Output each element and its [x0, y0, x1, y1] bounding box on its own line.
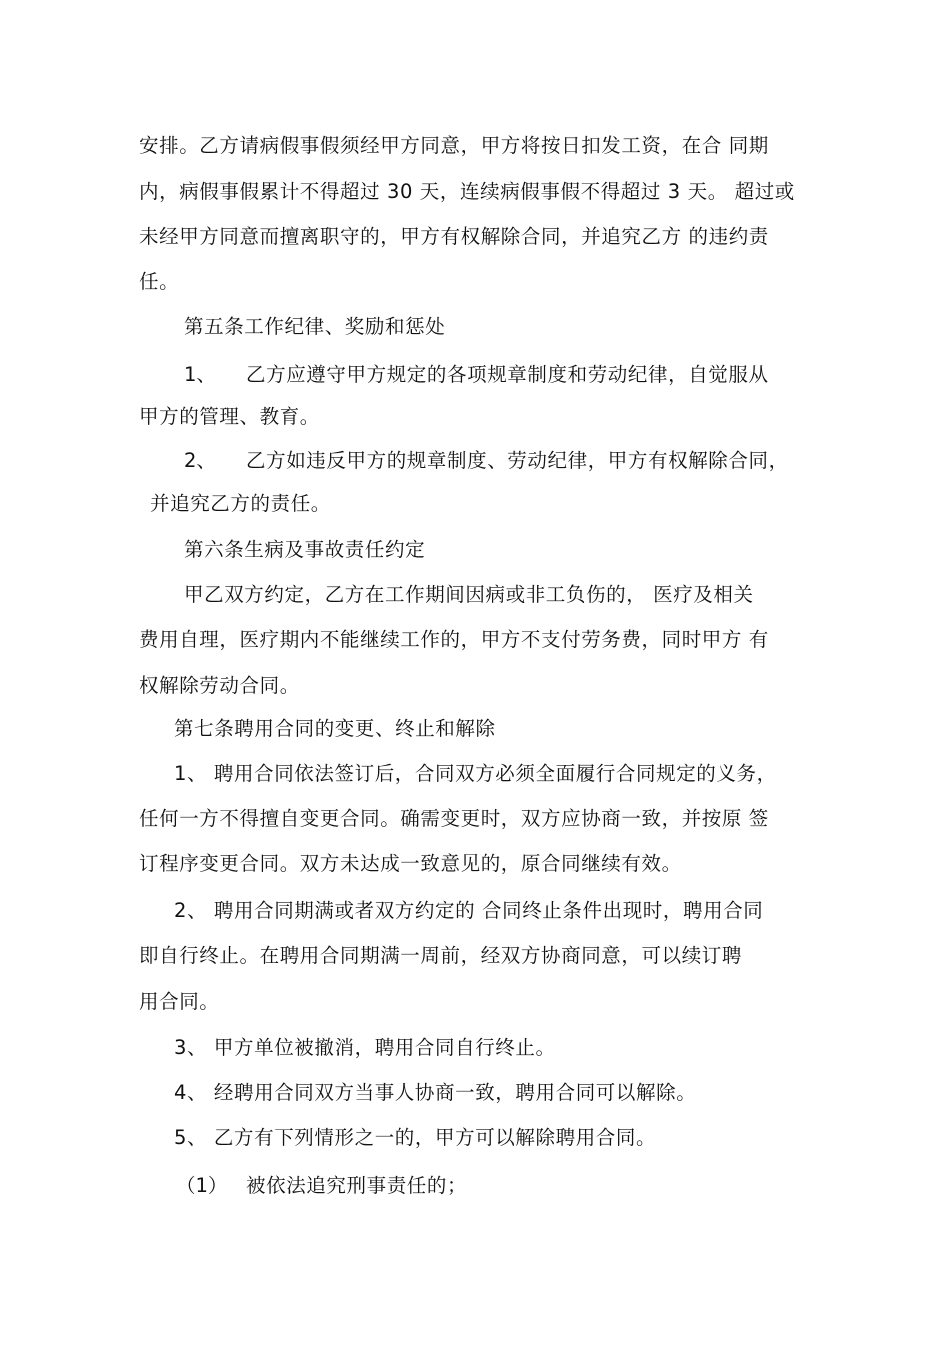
text-line: 甲乙双方约定，乙方在工作期间因病或非工负伤的， 医疗及相关 — [184, 583, 754, 606]
text-line: 任何一方不得擅自变更合同。确需变更时，双方应协商一致，并按原 签 — [139, 807, 769, 830]
text-line: 被依法追究刑事责任的； — [246, 1174, 468, 1197]
text-line: 用合同。 — [139, 990, 220, 1013]
item-number: （1） — [176, 1174, 228, 1197]
text-line: 权解除劳动合同。 — [139, 674, 300, 697]
text-line: 内，病假事假累计不得超过 30 天，连续病假事假不得超过 3 天。 超过或 — [139, 180, 795, 203]
text-line: 即自行终止。在聘用合同期满一周前，经双方协商同意，可以续订聘 — [139, 944, 743, 967]
text-line: 1、 聘用合同依法签订后，合同双方必须全面履行合同规定的义务， — [174, 762, 777, 785]
text-line: 甲方的管理、教育。 — [139, 405, 320, 428]
text-line: 订程序变更合同。双方未达成一致意见的，原合同继续有效。 — [139, 852, 682, 875]
text-line: 4、 经聘用合同双方当事人协商一致，聘用合同可以解除。 — [174, 1081, 697, 1104]
item-number: 1、 — [184, 363, 216, 386]
text-line: 5、 乙方有下列情形之一的，甲方可以解除聘用合同。 — [174, 1126, 657, 1149]
text-line: 3、 甲方单位被撤消，聘用合同自行终止。 — [174, 1036, 556, 1059]
text-line: 费用自理，医疗期内不能继续工作的，甲方不支付劳务费，同时甲方 有 — [139, 628, 769, 651]
text-line: 乙方应遵守甲方规定的各项规章制度和劳动纪律，自觉服从 — [246, 363, 769, 386]
text-line: 任。 — [139, 270, 180, 293]
text-line: 并追究乙方的责任。 — [150, 492, 331, 515]
section-heading: 第五条工作纪律、奖励和惩处 — [184, 315, 446, 338]
text-line: 2、 聘用合同期满或者双方约定的 合同终止条件出现时，聘用合同 — [174, 899, 764, 922]
text-line: 未经甲方同意而擅离职守的，甲方有权解除合同，并追究乙方 的违约责 — [139, 225, 769, 248]
text-line: 乙方如违反甲方的规章制度、劳动纪律，甲方有权解除合同， — [246, 449, 789, 472]
section-heading: 第七条聘用合同的变更、终止和解除 — [174, 717, 496, 740]
text-line: 安排。乙方请病假事假须经甲方同意，甲方将按日扣发工资，在合 同期 — [139, 134, 769, 157]
item-number: 2、 — [184, 449, 216, 472]
section-heading: 第六条生病及事故责任约定 — [184, 538, 426, 561]
